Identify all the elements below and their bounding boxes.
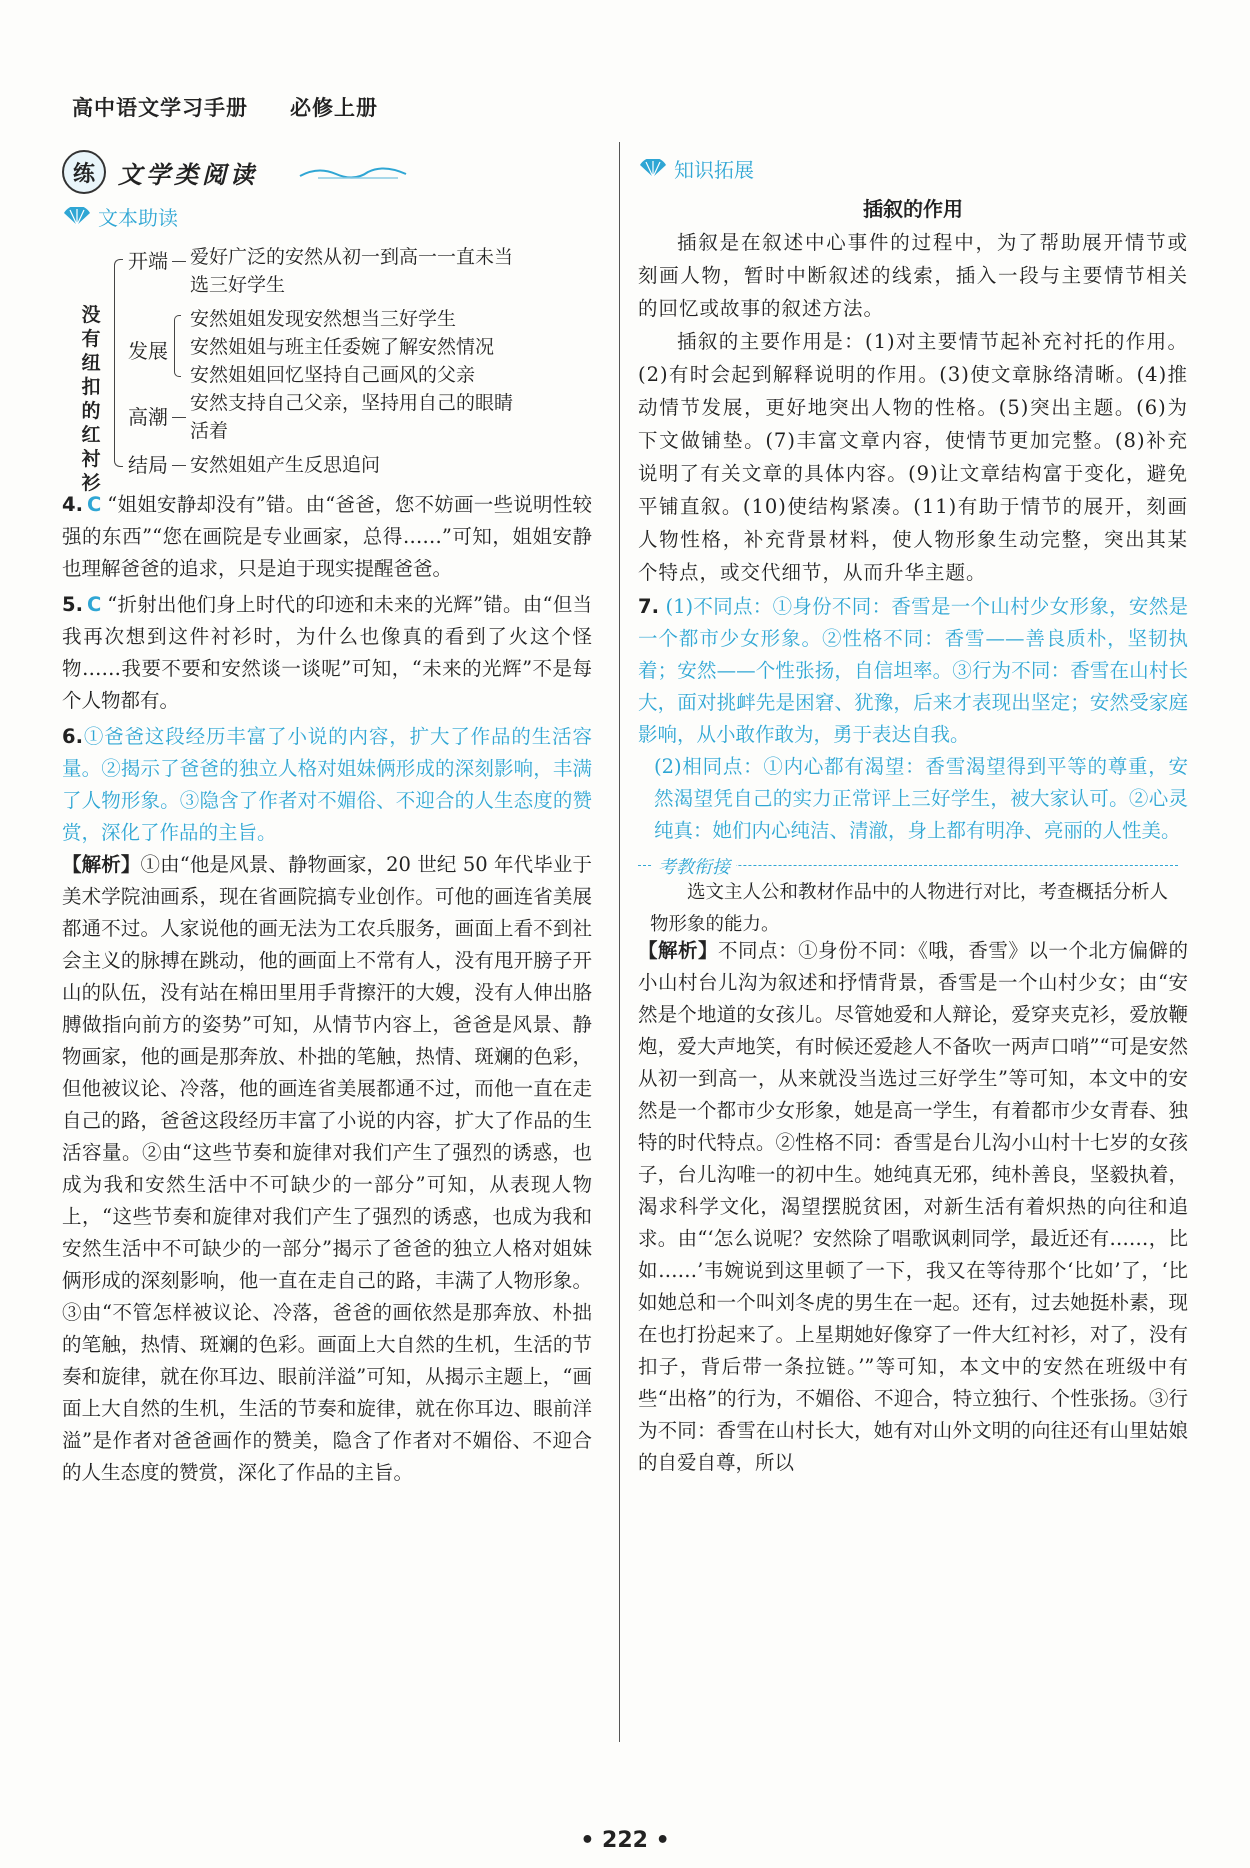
- question-5: 5. C “折射出他们身上时代的印迹和未来的光辉”错。由“但当我再次想到这件衬衫时，为什么也像真的看到了火这个怪物……我要不要和安然谈一谈呢”可知，“未来的光辉”不是每个人物都有。: [62, 593, 592, 712]
- main-brace: [114, 259, 123, 467]
- connector: [172, 261, 186, 262]
- branch-label-kaiduan: 开端: [128, 249, 168, 273]
- page-number: • 222 •: [580, 1828, 670, 1853]
- kaojiao-box: [638, 857, 1188, 935]
- column-divider: [619, 142, 620, 1742]
- q6-analysis: 【解析】①由“他是风景、静物画家，20 世纪 50 年代毕业于美术学院油画系，现在省画院搞专业创作。可他的画连省美展都通不过。人家说他的画无法为工农兵服务，画面上看不到社会主义的脉搏在跳动，他的画面上不常有人，没有甩开膀子开山的队伍，没有站在棉田里用手背擦汗的大嫂，没有人伸出胳膊做指向前方的姿势”可知，从情节内容上，爸爸是风景、静物画家，他的画是那奔放、朴拙的笔触，热情、斑斓的色彩，但他被议论、冷落，他的画连省美展都通不过，而他一直在走自己的路，爸爸这段经历丰富了小说的内容，扩大了作品的生活容量。②由“这些节奏和旋律对我们产生了强烈的诱惑，也成为我和安然生活中不可缺少的一部分”可知，从表现人物上，“这些节奏和旋律对我们产生了强烈的诱惑，也成为我和安然生活中不可缺少的一部分”揭示了爸爸的独立人格对姐妹俩形成的深刻影响，他一直在走自己的路，丰满了人物形象。③由“不管怎样被议论、冷落，爸爸的画依然是那奔放、朴拙的笔触，热情、斑斓的色彩。画面上大自然的生机，生活的节奏和旋律，就在你耳边、眼前洋溢”可知，从揭示主题上，“画面上大自然的生机，生活的节奏和旋律，就在你耳边、眼前洋溢”是作者对爸爸画作的赞美，隐含了作者对不媚俗、不迎合的人生态度的赞赏，深化了作品的主旨。: [62, 853, 592, 1484]
- branch-fazhan-text: 安然姐姐发现安然想当三好学生 安然姐姐与班主任委婉了解安然情况 安然姐姐回忆坚持自己画风的父亲: [190, 308, 495, 386]
- branch-kaiduan-text: 爱好广泛的安然从初一到高一一直未当 选三好学生: [190, 246, 514, 296]
- reading-guide-heading: 文本助读: [62, 202, 592, 231]
- connector: [172, 465, 186, 466]
- branch-label-gaochao: 高潮: [128, 405, 168, 429]
- branch-label-jieju: 结局: [128, 453, 168, 477]
- q7-analysis: 【解析】不同点：①身份不同：《哦，香雪》以一个北方偏僻的小山村台儿沟为叙述和抒情背景，香雪是一个山村少女；由“安然是个地道的女孩儿。尽管她爱和人辩论，爱穿夹克衫，爱放鞭炮，爱大声地笑，有时候还爱趁人不备吹一两声口哨”“可是安然从初一到高一，从来就没当选过三好学生”等可知，本文中的安然是一个都市少女形象，她是高一学生，有着都市少女青春、独特的时代特点。②性格不同：香雪是台儿沟小山村十七岁的女孩子，台儿沟唯一的初中生。她纯真无邪，纯朴善良，坚毅执着，渴求科学文化，渴望摆脱贫困，对新生活有着炽热的向往和追求。由“‘怎么说呢？安然除了唱歌讽刺同学，最近还有……，比如……’韦婉说到这里顿了一下，我又在等待那个‘比如’了，‘比如她总和一个叫刘冬虎的男生在一起。还有，过去她挺朴素，现在也打扮起来了。上星期她好像穿了一件大红衬衫，对了，没有扣子，背后带一条拉链。’”等可知，本文中的安然在班级中有些“出格”的行为，不媚俗、不迎合，特立独行、个性张扬。③行为不同：香雪在山村长大，她有对山外文明的向往还有山里姑娘的自爱自尊，所以: [638, 939, 1188, 1474]
- q7-answer-1: (1)不同点：①身份不同：香雪是一个山村少女形象，安然是一个都市少女形象。②性格不同：香雪——善良质朴，坚韧执着；安然——个性张扬，自信坦率。③行为不同：香雪在山村长大，面对挑衅先是困窘、犹豫，后来才表现出坚定；安然受家庭影响，从小敢作敢为，勇于表达自我。: [638, 595, 1188, 746]
- book-title: 高中语文学习手册: [72, 96, 248, 120]
- plot-outline-tree: [62, 237, 592, 494]
- section-title: [62, 148, 592, 196]
- question-6: 6.①爸爸这段经历丰富了小说的内容，扩大了作品的生活容量。②揭示了爸爸的独立人格对姐妹俩形成的深刻影响，丰满了人物形象。③隐含了作者对不媚俗、不迎合的人生态度的赞赏，深化了作品的主旨。: [62, 725, 592, 844]
- section-title-text: 文学类阅读: [118, 159, 258, 189]
- knowledge-para-1: 插叙是在叙述中心事件的过程中，为了帮助展开情节或刻画人物，暂时中断叙述的线索，插入一段与主要情节相关的回忆或故事的叙述方法。: [638, 231, 1188, 320]
- fan-icon: [62, 207, 92, 227]
- kaojiao-text: 选文主人公和教材作品中的人物进行对比，考查概括分析人物形象的能力。: [650, 882, 1169, 935]
- running-header: [72, 92, 378, 122]
- fazhan-brace: [174, 315, 181, 377]
- q6-answer: ①爸爸这段经历丰富了小说的内容，扩大了作品的生活容量。②揭示了爸爸的独立人格对姐妹俩形成的深刻影响，丰满了人物形象。③隐含了作者对不媚俗、不迎合的人生态度的赞赏，深化了作品的主旨。: [62, 725, 592, 844]
- fan-icon: [638, 159, 668, 179]
- volume-title: 必修上册: [290, 96, 378, 120]
- branch-jieju-text: 安然姐姐产生反思追问: [190, 454, 381, 476]
- branch-gaochao-text: 安然支持自己父亲，坚持用自己的眼睛 活着: [190, 392, 514, 442]
- knowledge-para-2: 插叙的主要作用是：(1)对主要情节起补充衬托的作用。(2)有时会起到解释说明的作用。(3)使文章脉络清晰。(4)推动情节发展，更好地突出人物的性格。(5)突出主题。(6)为下文做铺垫。(7)丰富文章内容，使情节更加完整。(8)补充说明了有关文章的具体内容。(9)让文章结构富于变化，避免平铺直叙。(10)使结构紧凑。(11)有助于情节的展开，刻画人物性格，补充背景材料，使人物形象生动完整，突出其某个特点，或交代细节，从而升华主题。: [638, 330, 1188, 584]
- knowledge-title: 插叙的作用: [863, 197, 963, 221]
- branch-label-fazhan: 发展: [128, 339, 168, 363]
- cloud-decoration-icon: [298, 162, 408, 182]
- question-7: 7. (1)不同点：①身份不同：香雪是一个山村少女形象，安然是一个都市少女形象。②性格不同：香雪——善良质朴，坚韧执着；安然——个性张扬，自信坦率。③行为不同：香雪在山村长大，面对挑衅先是困窘、犹豫，后来才表现出坚定；安然受家庭影响，从小敢作敢为，勇于表达自我。: [638, 595, 1188, 746]
- kaojiao-label: 考教衔接: [652, 853, 736, 879]
- knowledge-heading: 知识拓展: [638, 154, 1188, 183]
- left-column: [62, 148, 592, 1489]
- right-column: [638, 148, 1188, 1479]
- connector: [172, 417, 186, 418]
- lian-badge-icon: 练: [62, 150, 106, 194]
- q7-answer-2: (2)相同点：①内心都有渴望：香雪渴望得到平等的尊重，安然渴望凭自己的实力正常评上三好学生，被大家认可。②心灵纯真：她们内心纯洁、清澈，身上都有明净、亮丽的人性美。: [654, 755, 1188, 842]
- tree-root: 没有纽扣的红衬衫: [81, 304, 101, 494]
- question-4: 4. C “姐姐安静却没有”错。由“爸爸，您不妨画一些说明性较强的东西”“您在画院是专业画家，总得……”可知，姐姐安静也理解爸爸的追求，只是迫于现实提醒爸爸。: [62, 493, 592, 580]
